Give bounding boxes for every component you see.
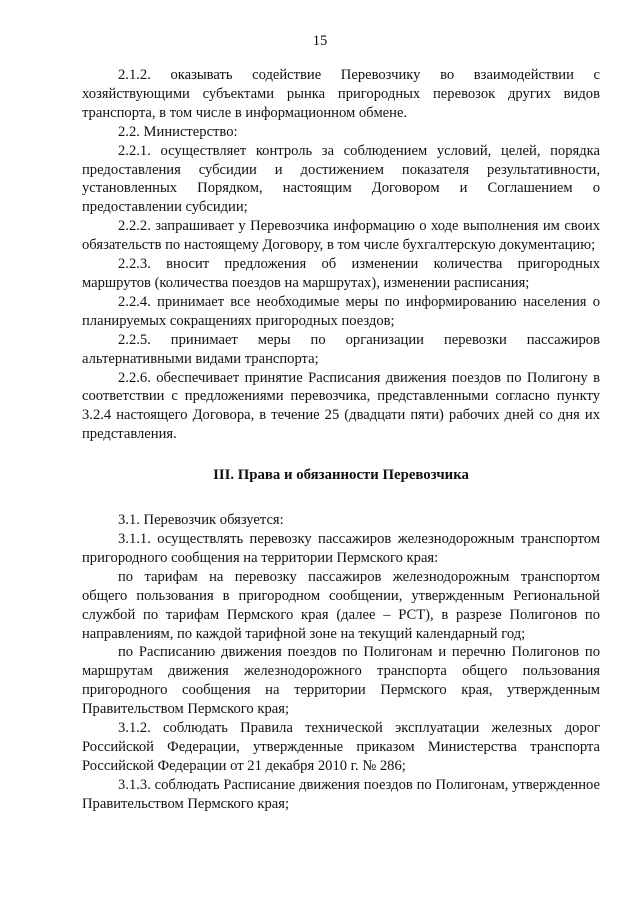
- paragraph-2-2-4: 2.2.4. принимает все необходимые меры по информированию населения о планируемых сокращениях пригородных поездов;: [82, 293, 600, 329]
- paragraph-2-2-3: 2.2.3. вносит предложения об изменении количества пригородных маршрутов (количества поездов на маршрутах), изменении расписания;: [82, 256, 600, 291]
- paragraph-2-2: 2.2. Министерство:: [118, 123, 238, 140]
- paragraph-3-1: 3.1. Перевозчик обязуется:: [118, 512, 284, 529]
- paragraph-3-1-1: 3.1.1. осуществлять перевозку пассажиров железнодорожным транспортом пригородного сообщения на территории Пермского края:: [82, 531, 600, 566]
- paragraph-tariffs: по тарифам на перевозку пассажиров железнодорожным транспортом общего пользования в пригородном сообщении, утвержденным Региональной службой по тарифам Пермского края (далее – РСТ), в разрезе Полигонов по направлениям, по каждой тарифной зоне на текущий календарный год;: [82, 568, 600, 642]
- page-number: 15: [312, 33, 328, 49]
- document-body: [82, 66, 600, 814]
- paragraph-2-2-6: 2.2.6. обеспечивает принятие Расписания движения поездов по Полигону в соответствии с предложениями перевозчика, представленными согласно пункту 3.2.4 настоящего Договора, в течение 25 (двадцати пяти) рабочих дней со дня их представления.: [82, 369, 600, 443]
- paragraph-3-1-2: 3.1.2. соблюдать Правила технической эксплуатации железных дорог Российской Федерации, утвержденные приказом Министерства транспорта Российской Федерации от 21 декабря 2010 г. № 286;: [82, 720, 600, 774]
- paragraph-2-2-5: 2.2.5. принимает меры по организации перевозки пассажиров альтернативными видами транспорта;: [82, 331, 600, 367]
- paragraph-schedule: по Расписанию движения поездов по Полигонам и перечню Полигонов по маршрутам движения железнодорожного транспорта общего пользования пригородного сообщения на территории Пермского края, утвержденным Правительством Пермского края;: [82, 644, 600, 718]
- paragraph-2-2-2: 2.2.2. запрашивает у Перевозчика информацию о ходе выполнения им своих обязательств по настоящему Договору, в том числе бухгалтерскую документацию;: [82, 218, 600, 254]
- section-title: III. Права и обязанности Перевозчика: [213, 467, 469, 484]
- paragraph-2-1-2: 2.1.2. оказывать содействие Перевозчику во взаимодействии с хозяйствующими субъектами рынка пригородных перевозок других видов транспорта, в том числе в информационном обмене.: [82, 67, 600, 121]
- paragraph-3-1-3: 3.1.3. соблюдать Расписание движения поездов по Полигонам, утвержденное Правительством Пермского края;: [82, 776, 600, 812]
- paragraph-2-2-1: 2.2.1. осуществляет контроль за соблюдением условий, целей, порядка предоставления субсидии и достижением показателя результативности, установленных Порядком, настоящим Договором и Соглашением о предоставлении субсидии;: [82, 142, 600, 216]
